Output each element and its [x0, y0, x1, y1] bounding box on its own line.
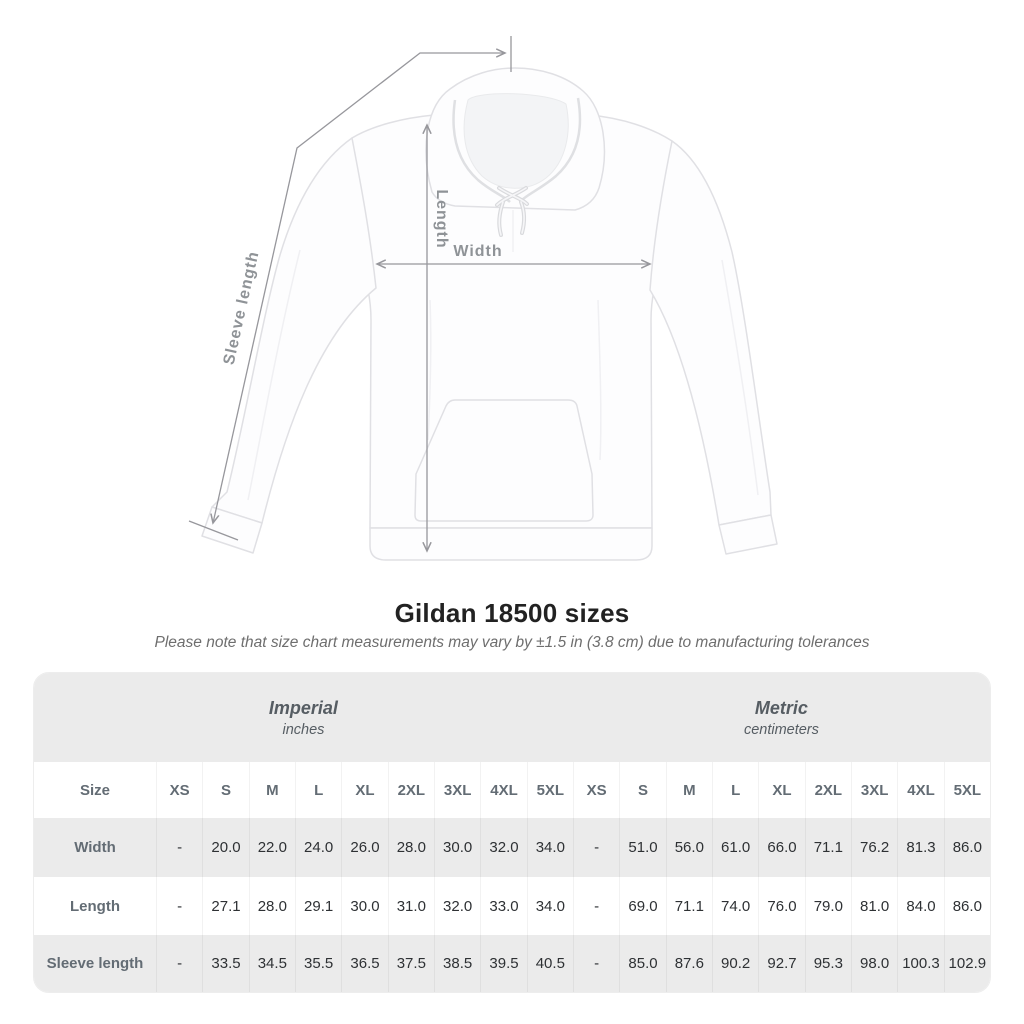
value-cell: 66.0 [758, 818, 804, 877]
value-cell: 84.0 [897, 877, 943, 935]
value-cell: 39.5 [480, 935, 526, 992]
value-cell: 33.5 [202, 935, 248, 992]
size-header-cell: XL [341, 762, 387, 818]
value-cell: 28.0 [388, 818, 434, 877]
size-header-cell: M [666, 762, 712, 818]
value-cell: 32.0 [480, 818, 526, 877]
value-cell: 81.3 [897, 818, 943, 877]
size-header-cell: 2XL [388, 762, 434, 818]
size-header-cell: 5XL [944, 762, 990, 818]
value-cell: 26.0 [341, 818, 387, 877]
length-row [34, 877, 990, 935]
size-header-cell: 4XL [480, 762, 526, 818]
value-cell: 38.5 [434, 935, 480, 992]
value-cell: 31.0 [388, 877, 434, 935]
length-dimension-label: Length [433, 189, 450, 249]
value-cell: 86.0 [944, 818, 990, 877]
width-dimension-label: Width [453, 243, 503, 260]
size-column-header: Size [79, 781, 110, 799]
value-cell: 98.0 [851, 935, 897, 992]
value-cell: 30.0 [434, 818, 480, 877]
value-cell: 37.5 [388, 935, 434, 992]
page-title: Gildan 18500 sizes [394, 598, 630, 628]
metric-label: Metric [754, 697, 808, 718]
tolerance-note: Please note that size chart measurements may vary by ±1.5 in (3.8 cm) due to manufacturing tolerances [154, 634, 870, 651]
size-header-cell: 2XL [805, 762, 851, 818]
value-cell: 76.2 [851, 818, 897, 877]
value-cell: 86.0 [944, 877, 990, 935]
value-cell: - [156, 877, 202, 935]
value-cell: 29.1 [295, 877, 341, 935]
waistband [370, 528, 652, 560]
imperial-unit: inches [282, 721, 325, 738]
value-cell: 69.0 [619, 877, 665, 935]
right-sleeve [650, 141, 771, 525]
value-cell: 100.3 [897, 935, 943, 992]
row-label: Length [70, 897, 120, 915]
size-header-cell: S [619, 762, 665, 818]
value-cell: 34.5 [249, 935, 295, 992]
unit-group-row [34, 673, 990, 762]
value-cell: 71.1 [666, 877, 712, 935]
value-cell: 76.0 [758, 877, 804, 935]
size-header-cell: 3XL [434, 762, 480, 818]
value-cell: 20.0 [202, 818, 248, 877]
value-cell: 71.1 [805, 818, 851, 877]
size-header-cell: L [712, 762, 758, 818]
value-cell: 56.0 [666, 818, 712, 877]
value-cell: 32.0 [434, 877, 480, 935]
size-table [33, 672, 991, 993]
value-cell: 81.0 [851, 877, 897, 935]
value-cell: 35.5 [295, 935, 341, 992]
row-label: Sleeve length [46, 955, 144, 972]
size-header-cell: S [202, 762, 248, 818]
value-cell: 22.0 [249, 818, 295, 877]
sleeve-length-row [34, 935, 990, 992]
size-header-cell: 4XL [897, 762, 943, 818]
imperial-group-header [34, 673, 573, 762]
size-header-cell: XS [573, 762, 619, 818]
row-label: Width [74, 839, 116, 856]
value-cell: 74.0 [712, 877, 758, 935]
value-cell: 36.5 [341, 935, 387, 992]
value-cell: 40.5 [527, 935, 573, 992]
width-row [34, 818, 990, 877]
value-cell: 51.0 [619, 818, 665, 877]
metric-unit: centimeters [743, 721, 819, 738]
value-cell: 95.3 [805, 935, 851, 992]
value-cell: - [156, 818, 202, 877]
value-cell: 102.9 [944, 935, 990, 992]
value-cell: - [573, 877, 619, 935]
size-header-row [34, 762, 990, 818]
kangaroo-pocket [415, 400, 593, 521]
metric-group-header [573, 673, 990, 762]
size-header-cell: 3XL [851, 762, 897, 818]
value-cell: 34.0 [527, 818, 573, 877]
value-cell: 79.0 [805, 877, 851, 935]
size-header-cell: XL [758, 762, 804, 818]
value-cell: - [573, 818, 619, 877]
value-cell: 61.0 [712, 818, 758, 877]
value-cell: 24.0 [295, 818, 341, 877]
size-header-cell: L [295, 762, 341, 818]
value-cell: 92.7 [758, 935, 804, 992]
value-cell: 28.0 [249, 877, 295, 935]
value-cell: 34.0 [527, 877, 573, 935]
sleeve-length-dimension-label: Sleeve length [220, 249, 263, 367]
value-cell: 87.6 [666, 935, 712, 992]
size-header-cell: XS [156, 762, 202, 818]
value-cell: 27.1 [202, 877, 248, 935]
size-header-cell: 5XL [527, 762, 573, 818]
value-cell: 30.0 [341, 877, 387, 935]
value-cell: 85.0 [619, 935, 665, 992]
value-cell: - [156, 935, 202, 992]
value-cell: - [573, 935, 619, 992]
imperial-label: Imperial [268, 697, 338, 718]
hoodie-illustration [202, 68, 777, 560]
value-cell: 33.0 [480, 877, 526, 935]
value-cell: 90.2 [712, 935, 758, 992]
size-header-cell: M [249, 762, 295, 818]
